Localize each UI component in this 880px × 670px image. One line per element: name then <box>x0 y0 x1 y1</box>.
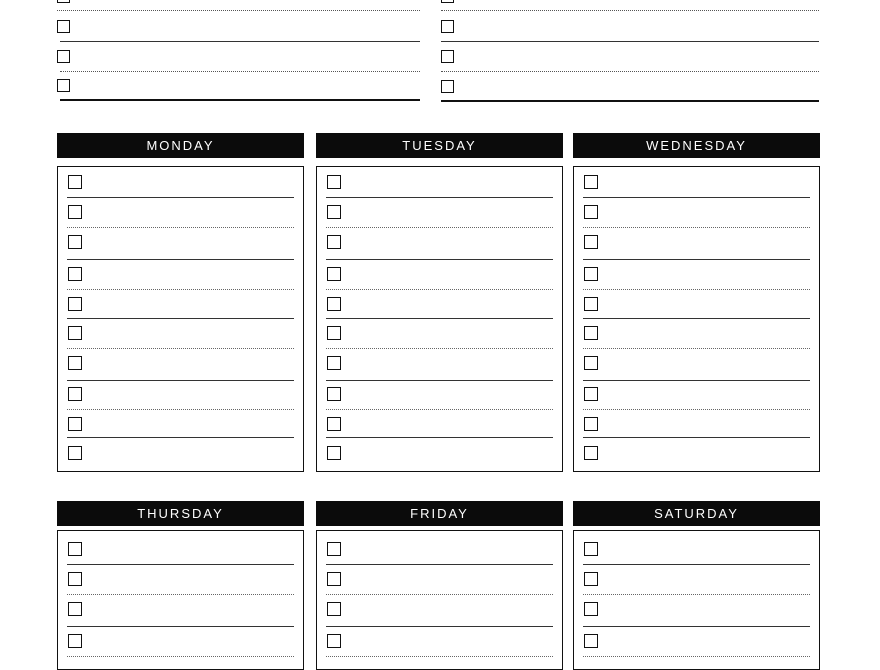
task-line <box>67 289 294 290</box>
task-checkbox[interactable] <box>584 542 598 556</box>
divider <box>57 10 420 11</box>
divider <box>441 100 819 102</box>
task-checkbox[interactable] <box>441 80 454 93</box>
list-item <box>441 80 819 81</box>
task-checkbox[interactable] <box>327 175 341 189</box>
task-line <box>67 656 294 657</box>
task-list <box>57 530 304 670</box>
task-line <box>583 656 810 657</box>
task-checkbox[interactable] <box>327 235 341 249</box>
task-line <box>67 409 294 410</box>
task-line <box>67 594 294 595</box>
task-checkbox[interactable] <box>327 542 341 556</box>
divider <box>441 10 819 11</box>
top-list-left <box>57 0 420 102</box>
task-checkbox[interactable] <box>57 0 70 3</box>
task-checkbox[interactable] <box>584 387 598 401</box>
list-item <box>441 20 819 21</box>
task-line <box>326 289 553 290</box>
task-checkbox[interactable] <box>68 267 82 281</box>
list-item <box>57 20 420 21</box>
task-line <box>326 564 553 565</box>
task-line <box>583 318 810 319</box>
task-checkbox[interactable] <box>68 175 82 189</box>
list-item <box>57 79 420 80</box>
day-header-saturday: SATURDAY <box>573 501 820 526</box>
task-checkbox[interactable] <box>68 205 82 219</box>
task-checkbox[interactable] <box>68 356 82 370</box>
list-item <box>57 50 420 51</box>
task-line <box>67 318 294 319</box>
task-line <box>583 348 810 349</box>
task-checkbox[interactable] <box>584 417 598 431</box>
day-header-friday: FRIDAY <box>316 501 563 526</box>
divider <box>60 41 420 42</box>
day-header-wednesday: WEDNESDAY <box>573 133 820 158</box>
task-checkbox[interactable] <box>68 235 82 249</box>
divider <box>60 71 420 72</box>
task-checkbox[interactable] <box>584 634 598 648</box>
task-line <box>326 656 553 657</box>
task-checkbox[interactable] <box>68 572 82 586</box>
task-line <box>326 437 553 438</box>
task-line <box>326 409 553 410</box>
task-checkbox[interactable] <box>68 326 82 340</box>
task-checkbox[interactable] <box>327 356 341 370</box>
task-line <box>583 289 810 290</box>
task-line <box>583 259 810 260</box>
task-checkbox[interactable] <box>327 205 341 219</box>
task-checkbox[interactable] <box>584 572 598 586</box>
task-list <box>316 530 563 670</box>
task-line <box>67 437 294 438</box>
task-line <box>326 227 553 228</box>
day-card-friday <box>316 501 563 526</box>
task-checkbox[interactable] <box>327 634 341 648</box>
task-list <box>316 166 563 472</box>
day-card-saturday <box>573 501 820 526</box>
task-checkbox[interactable] <box>441 50 454 63</box>
task-line <box>583 594 810 595</box>
task-list <box>57 166 304 472</box>
task-line <box>67 626 294 627</box>
task-checkbox[interactable] <box>68 387 82 401</box>
task-line <box>583 564 810 565</box>
task-line <box>583 437 810 438</box>
task-checkbox[interactable] <box>327 326 341 340</box>
day-header-tuesday: TUESDAY <box>316 133 563 158</box>
task-line <box>326 197 553 198</box>
task-checkbox[interactable] <box>441 20 454 33</box>
task-line <box>326 348 553 349</box>
task-line <box>67 227 294 228</box>
day-card-monday <box>57 133 304 158</box>
task-line <box>583 380 810 381</box>
list-item <box>441 50 819 51</box>
task-checkbox[interactable] <box>584 446 598 460</box>
day-card-tuesday <box>316 133 563 158</box>
task-checkbox[interactable] <box>68 634 82 648</box>
task-line <box>67 197 294 198</box>
task-checkbox[interactable] <box>68 417 82 431</box>
task-checkbox[interactable] <box>327 572 341 586</box>
task-list <box>573 166 820 472</box>
task-checkbox[interactable] <box>327 446 341 460</box>
task-line <box>67 259 294 260</box>
day-card-wednesday <box>573 133 820 158</box>
task-checkbox[interactable] <box>68 602 82 616</box>
task-checkbox[interactable] <box>68 297 82 311</box>
task-checkbox[interactable] <box>584 602 598 616</box>
top-list-right <box>441 0 819 102</box>
task-checkbox[interactable] <box>441 0 454 3</box>
task-checkbox[interactable] <box>57 79 70 92</box>
task-line <box>326 594 553 595</box>
task-line <box>67 564 294 565</box>
task-line <box>583 227 810 228</box>
day-header-thursday: THURSDAY <box>57 501 304 526</box>
task-checkbox[interactable] <box>68 542 82 556</box>
task-line <box>326 259 553 260</box>
task-line <box>583 626 810 627</box>
task-checkbox[interactable] <box>327 297 341 311</box>
divider <box>60 99 420 101</box>
task-checkbox[interactable] <box>327 602 341 616</box>
task-checkbox[interactable] <box>584 235 598 249</box>
list-item <box>441 0 819 1</box>
task-checkbox[interactable] <box>584 297 598 311</box>
day-card-thursday <box>57 501 304 526</box>
task-checkbox[interactable] <box>584 267 598 281</box>
task-checkbox[interactable] <box>57 20 70 33</box>
task-line <box>583 409 810 410</box>
task-checkbox[interactable] <box>57 50 70 63</box>
task-line <box>326 626 553 627</box>
task-list <box>573 530 820 670</box>
divider <box>441 41 819 42</box>
task-line <box>67 380 294 381</box>
list-item <box>57 0 420 1</box>
task-line <box>326 380 553 381</box>
task-checkbox[interactable] <box>584 175 598 189</box>
task-line <box>67 348 294 349</box>
task-checkbox[interactable] <box>68 446 82 460</box>
task-line <box>583 197 810 198</box>
day-header-monday: MONDAY <box>57 133 304 158</box>
task-checkbox[interactable] <box>584 326 598 340</box>
divider <box>441 71 819 72</box>
task-checkbox[interactable] <box>327 417 341 431</box>
task-line <box>326 318 553 319</box>
task-checkbox[interactable] <box>327 387 341 401</box>
task-checkbox[interactable] <box>584 205 598 219</box>
task-checkbox[interactable] <box>584 356 598 370</box>
task-checkbox[interactable] <box>327 267 341 281</box>
